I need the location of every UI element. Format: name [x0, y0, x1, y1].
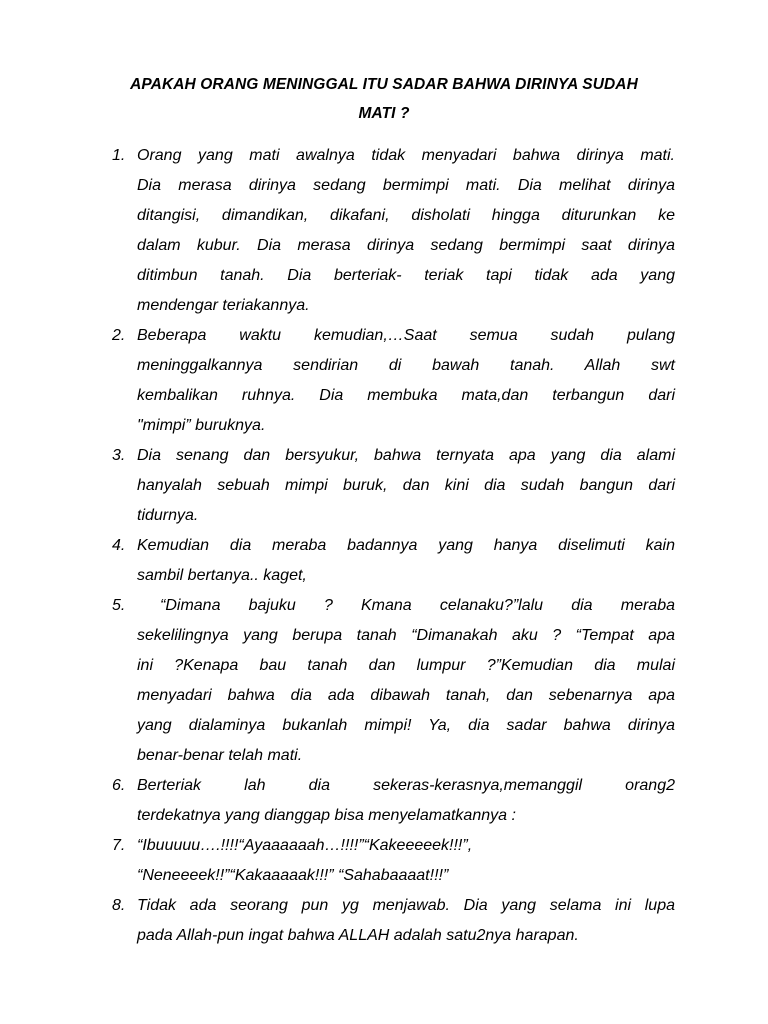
list-item-number: 5.	[112, 597, 126, 614]
list-item-number: 4.	[112, 537, 126, 554]
list-item-text-line: Dia senang dan bersyukur, bahwa ternyata apa yang dia alami	[137, 447, 675, 464]
list-item-text-line: sekelilingnya yang berupa tanah “Dimanakah aku ? “Tempat apa	[137, 627, 675, 644]
list-item-text-line: menyadari bahwa dia ada dibawah tanah, dan sebenarnya apa	[137, 687, 675, 704]
list-item-number: 8.	[112, 897, 126, 914]
list-item-text-line: “Neneeeek!!”“Kakaaaaak!!!” “Sahabaaaat!!!”	[137, 867, 449, 884]
list-item-text-line: ditimbun tanah. Dia berteriak- teriak tapi tidak ada yang	[137, 267, 675, 284]
list-item-number: 7.	[112, 837, 126, 854]
list-item-text-line: “Dimana bajuku ? Kmana celanaku?”lalu dia meraba	[160, 597, 675, 614]
list-item-text-line: meninggalkannya sendirian di bawah tanah. Allah swt	[137, 357, 675, 374]
document-title-line-1: APAKAH ORANG MENINGGAL ITU SADAR BAHWA DIRINYA SUDAH	[130, 76, 638, 93]
list-item-text-line: Orang yang mati awalnya tidak menyadari bahwa dirinya mati.	[137, 147, 675, 164]
list-item-text-line: mendengar teriakannya.	[137, 297, 310, 314]
list-item-text-line: benar-benar telah mati.	[137, 747, 303, 764]
list-item-text-line: kembalikan ruhnya. Dia membuka mata,dan terbangun dari	[137, 387, 675, 404]
list-item-text-line: Dia merasa dirinya sedang bermimpi mati. Dia melihat dirinya	[137, 177, 675, 194]
list-item-number: 6.	[112, 777, 126, 794]
list-item-text-line: Beberapa waktu kemudian,…Saat semua sudah pulang	[137, 327, 675, 344]
list-item-text-line: Kemudian dia meraba badannya yang hanya diselimuti kain	[137, 537, 675, 554]
list-item-text-line: “Ibuuuuu….!!!!“Ayaaaaaah…!!!!”“Kakeeeeek!!!”,	[137, 837, 473, 854]
list-item-text-line: sambil bertanya.. kaget,	[137, 567, 307, 584]
list-item-number: 3.	[112, 447, 126, 464]
list-item-text-line: Tidak ada seorang pun yg menjawab. Dia yang selama ini lupa	[137, 897, 675, 914]
list-item-text-line: pada Allah-pun ingat bahwa ALLAH adalah satu2nya harapan.	[137, 927, 579, 944]
document-title-line-2: MATI ?	[358, 105, 410, 122]
list-item-text-line: ditangisi, dimandikan, dikafani, disholati hingga diturunkan ke	[137, 207, 675, 224]
list-item-text-line: ini ?Kenapa bau tanah dan lumpur ?”Kemudian dia mulai	[137, 657, 675, 674]
list-item-text-line: yang dialaminya bukanlah mimpi! Ya, dia sadar bahwa dirinya	[137, 717, 675, 734]
list-item-number: 2.	[112, 327, 126, 344]
list-item-text-line: terdekatnya yang dianggap bisa menyelamatkannya :	[137, 807, 516, 824]
list-item-number: 1.	[112, 147, 126, 164]
list-item-text-line: "mimpi” buruknya.	[137, 417, 266, 434]
list-item-text-line: Berteriak lah dia sekeras-kerasnya,memanggil orang2	[137, 777, 675, 794]
list-item-text-line: hanyalah sebuah mimpi buruk, dan kini dia sudah bangun dari	[137, 477, 675, 494]
list-item-text-line: tidurnya.	[137, 507, 199, 524]
list-item-text-line: dalam kubur. Dia merasa dirinya sedang bermimpi saat dirinya	[137, 237, 675, 254]
